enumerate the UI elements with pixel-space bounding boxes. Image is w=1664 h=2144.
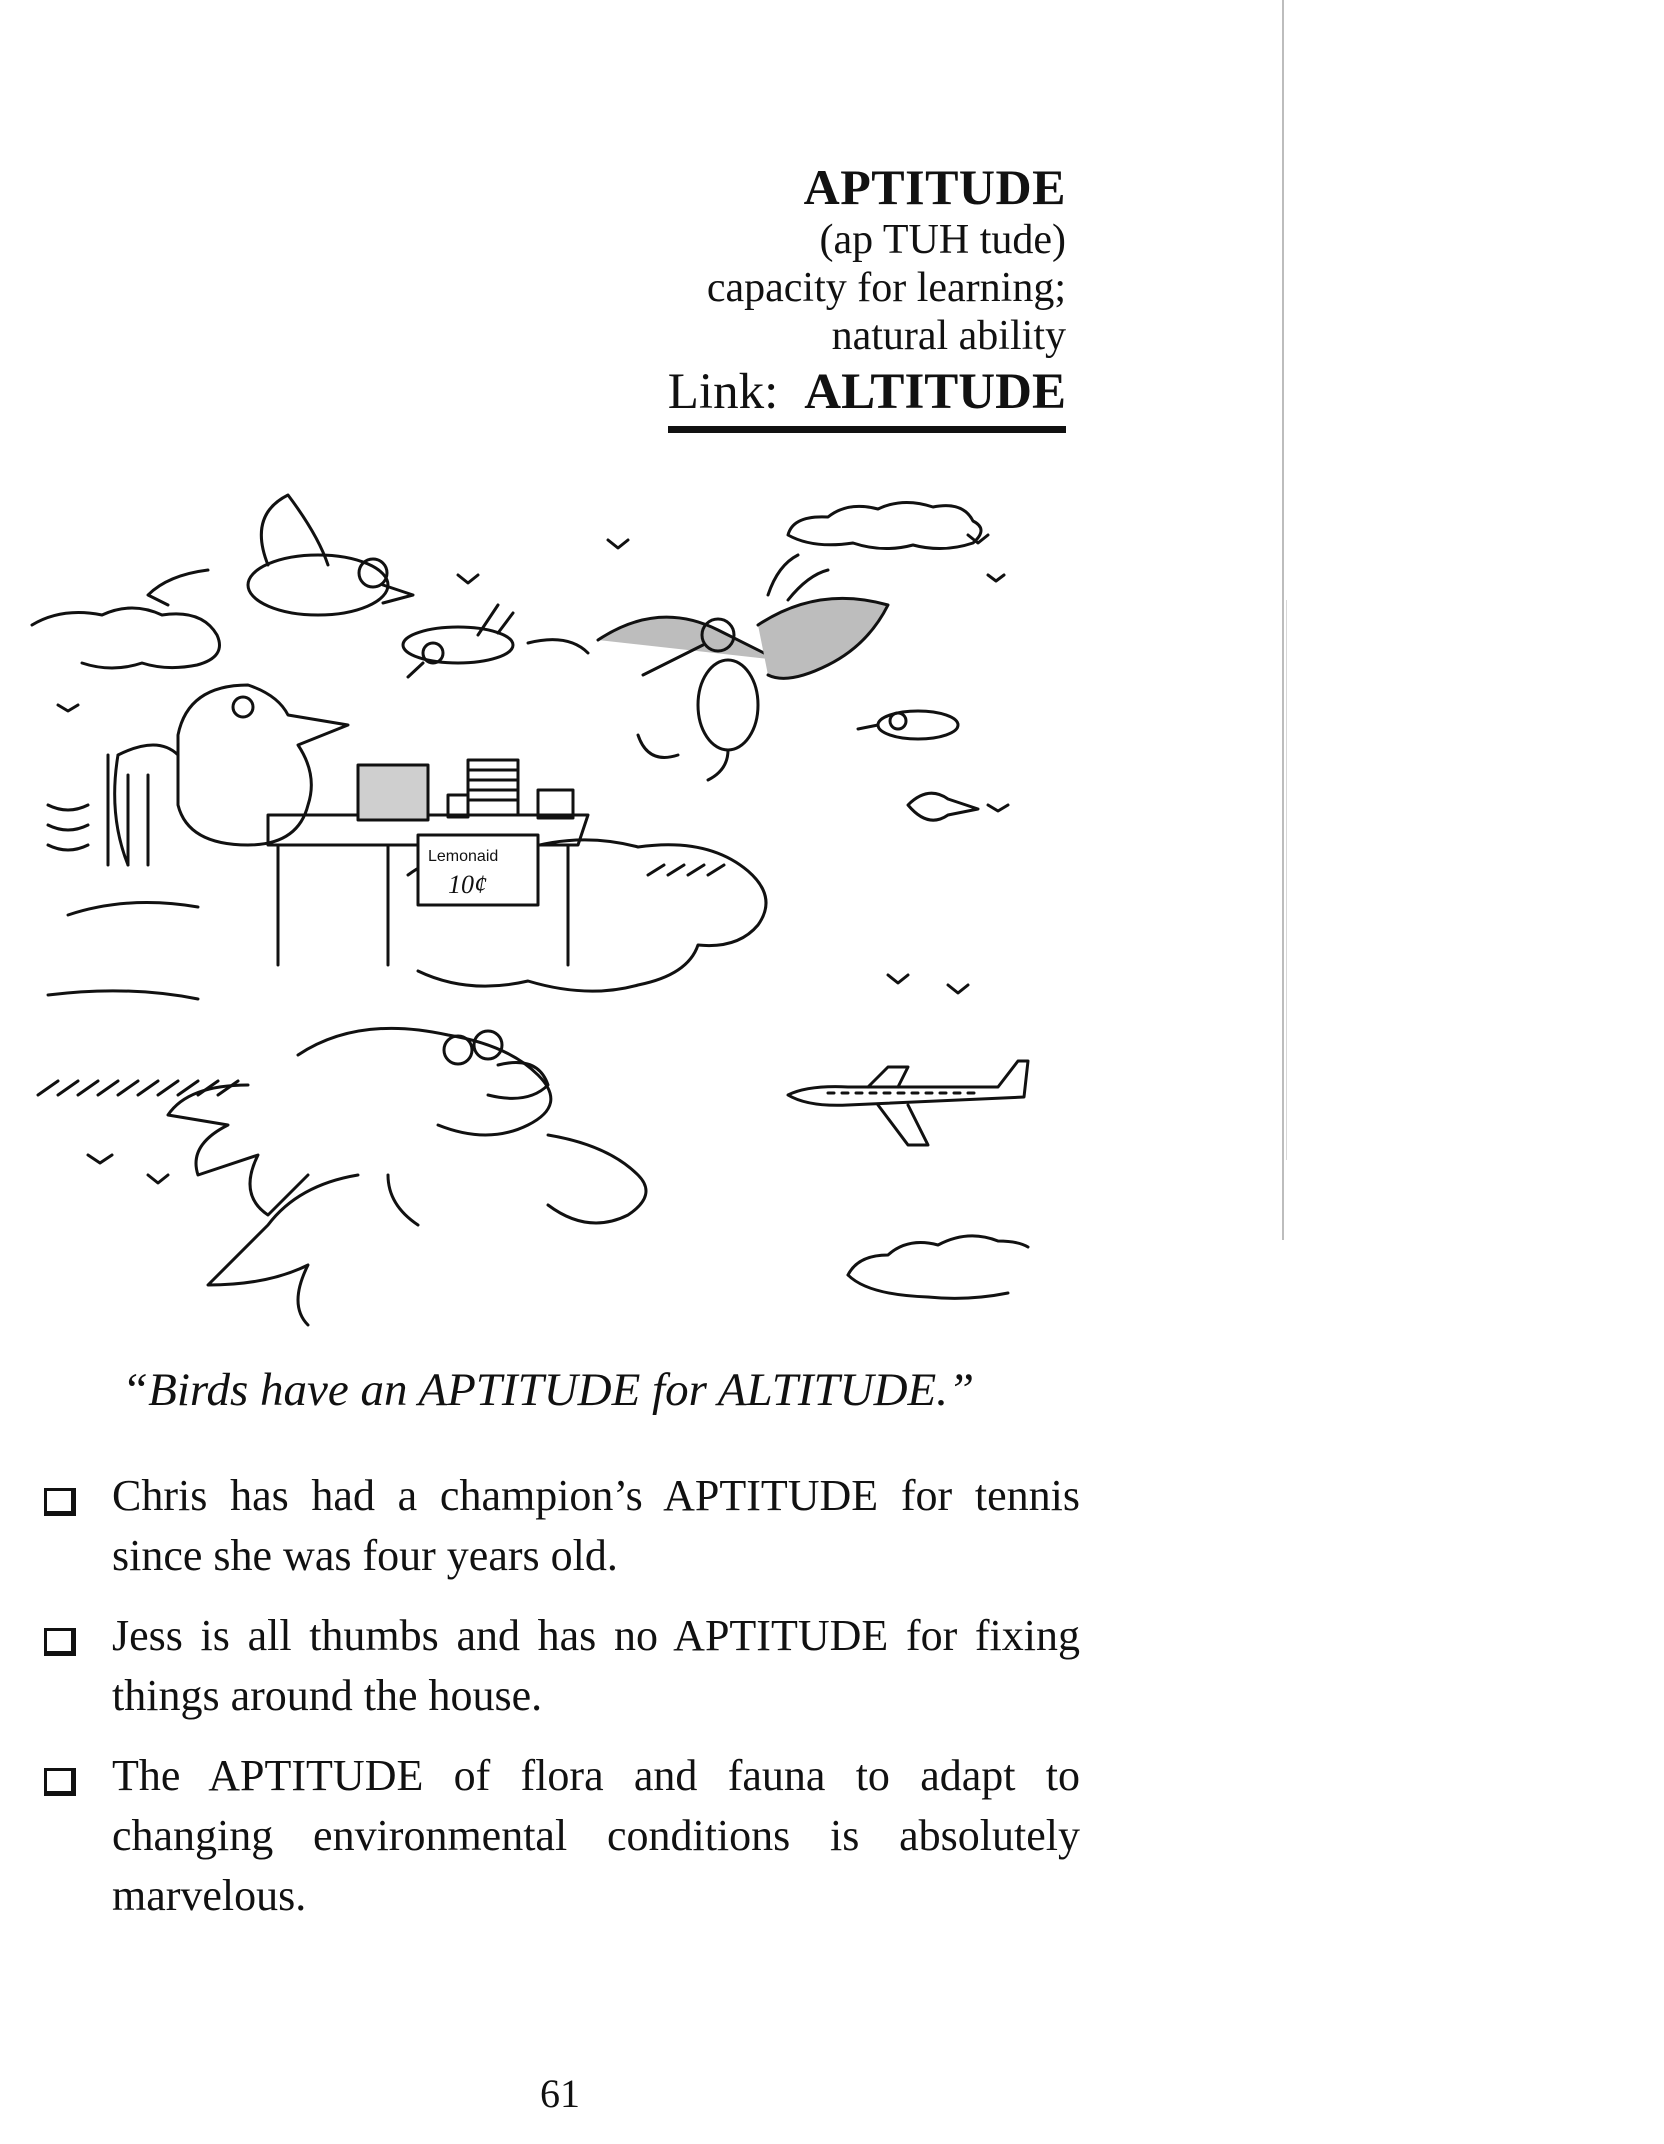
checkbox-icon (44, 1488, 76, 1516)
link-word: ALTITUDE (804, 364, 1066, 420)
cartoon-illustration (28, 475, 1080, 1350)
illustration-caption: “Birds have an APTITUDE for ALTITUDE.” (122, 1364, 975, 1416)
bird-icon (403, 605, 588, 677)
scan-page-edge-shadow (1286, 600, 1287, 1160)
example-sentence-1: Chris has had a champion’s APTITUDE for tennis since she was four years old. (112, 1471, 1080, 1580)
bird-icon (168, 1028, 646, 1325)
lemonade-sign (418, 835, 538, 905)
example-sentence-3: The APTITUDE of flora and fauna to adapt to changing environmental conditions is absolutely marvelous. (112, 1751, 1080, 1920)
example-sentence-2: Jess is all thumbs and has no APTITUDE for fixing things around the house. (112, 1611, 1080, 1720)
checkbox-icon (44, 1768, 76, 1796)
airplane-icon (788, 1061, 1028, 1145)
entry-definition-line-1: capacity for learning; (706, 265, 1066, 311)
bird-icon (598, 555, 888, 780)
bird-icon (858, 711, 958, 739)
example-sentences-list (40, 1466, 1080, 1946)
link-label: Link: (667, 364, 779, 420)
sign-text-line-2: 10¢ (448, 870, 487, 899)
bird-icon (48, 685, 348, 865)
list-item (40, 1746, 1080, 1926)
entry-pronunciation: (ap TUH tude) (819, 217, 1066, 263)
list-item (40, 1466, 1080, 1586)
cloud-icon (48, 840, 766, 999)
page-number: 61 (540, 2071, 580, 2116)
sign-text-line-1: Lemonaid (428, 848, 499, 865)
entry-link (668, 364, 1066, 433)
checkbox-icon (44, 1628, 76, 1656)
cloud-icon (848, 1236, 1028, 1298)
list-item (40, 1606, 1080, 1726)
vocabulary-entry-header (506, 158, 1066, 433)
hatching-strokes (38, 865, 724, 1095)
cloud-icon (788, 502, 981, 548)
bird-icon (908, 793, 978, 820)
entry-word: APTITUDE (803, 159, 1066, 215)
scan-page-edge (1282, 0, 1284, 1240)
entry-definition-line-2: natural ability (831, 313, 1066, 359)
bird-icon (148, 495, 413, 615)
cloud-icon (32, 608, 220, 668)
